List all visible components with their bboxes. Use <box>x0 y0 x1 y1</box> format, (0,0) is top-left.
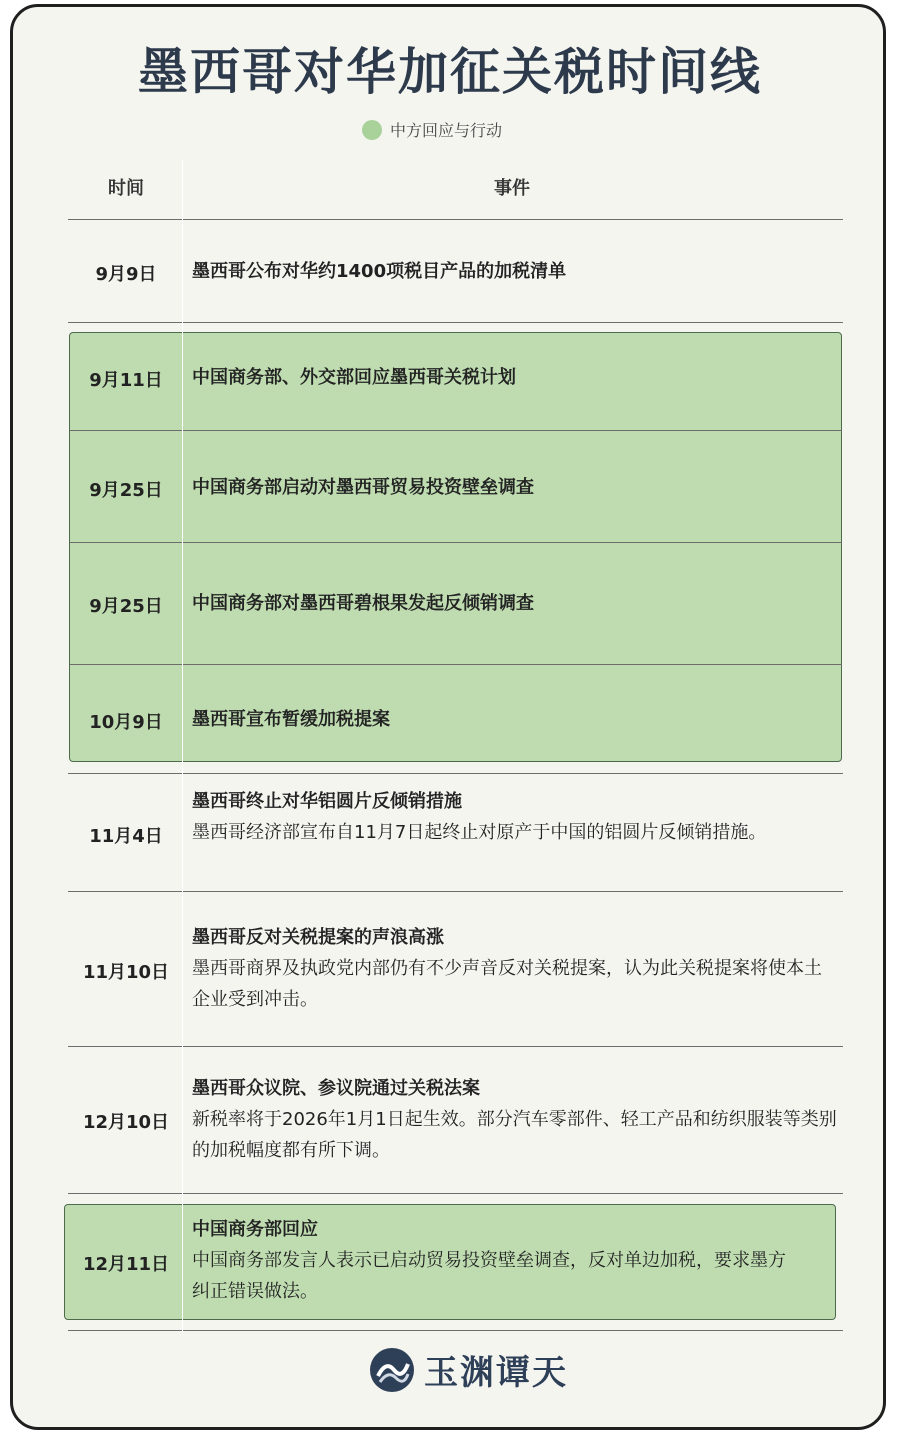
row-divider <box>68 1193 843 1194</box>
row-event-title: 中国商务部回应 <box>192 1219 318 1240</box>
china-action-block-1 <box>69 332 842 762</box>
row-event-detail: 墨西哥经济部宣布自11月7日起终止对原产于中国的铝圆片反倾销措施。 <box>192 822 767 843</box>
row-event-title: 中国商务部启动对墨西哥贸易投资壁垒调查 <box>192 477 534 498</box>
row-event-title: 墨西哥终止对华铝圆片反倾销措施 <box>192 791 462 812</box>
row-event-detail: 中国商务部发言人表示已启动贸易投资壁垒调查，反对单边加税，要求墨方纠正错误做法。 <box>192 1250 786 1302</box>
brand-logo <box>368 1345 568 1394</box>
row-divider <box>68 773 843 774</box>
column-separator <box>182 160 183 1332</box>
row-divider <box>70 664 842 665</box>
row-event-detail: 新税率将于2026年1月1日起生效。部分汽车零部件、轻工产品和纺织服装等类别的加税幅度都有所下调。 <box>192 1109 837 1161</box>
row-divider <box>70 542 842 543</box>
row-date: 11月10日 <box>82 962 170 983</box>
row-date: 9月25日 <box>89 596 163 617</box>
row-event <box>192 922 837 1015</box>
row-event-title: 中国商务部、外交部回应墨西哥关税计划 <box>192 367 516 388</box>
yuyuan-logo-icon <box>368 1346 416 1394</box>
row-divider <box>68 891 843 892</box>
header-divider <box>68 219 843 220</box>
page-title: 墨西哥对华加征关税时间线 <box>138 43 762 101</box>
column-header-time: 时间 <box>108 178 144 199</box>
row-date: 9月25日 <box>89 480 163 501</box>
row-event-title: 墨西哥反对关税提案的声浪高涨 <box>192 927 444 948</box>
row-date: 12月10日 <box>82 1112 170 1133</box>
row-event <box>192 786 837 848</box>
table-bottom-line <box>68 1330 843 1331</box>
row-divider <box>68 322 843 323</box>
row-date: 9月9日 <box>95 264 157 285</box>
row-date: 10月9日 <box>89 712 163 733</box>
legend-label: 中方回应与行动 <box>390 121 503 140</box>
row-event-title: 墨西哥公布对华约1400项税目产品的加税清单 <box>192 261 567 282</box>
row-event-detail: 墨西哥商界及执政党内部仍有不少声音反对关税提案，认为此关税提案将使本土企业受到冲击。 <box>192 958 822 1010</box>
row-event <box>192 1214 802 1307</box>
row-date: 9月11日 <box>89 370 163 391</box>
legend-swatch <box>362 120 382 140</box>
row-event-title: 墨西哥众议院、参议院通过关税法案 <box>192 1078 480 1099</box>
legend <box>362 118 502 141</box>
row-date: 12月11日 <box>82 1254 170 1275</box>
row-divider <box>70 430 842 431</box>
row-divider <box>68 1046 843 1047</box>
row-event <box>192 1073 837 1166</box>
row-date: 11月4日 <box>89 826 163 847</box>
column-header-event: 事件 <box>494 178 530 199</box>
row-event-title: 墨西哥宣布暂缓加税提案 <box>192 709 390 730</box>
row-event-title: 中国商务部对墨西哥碧根果发起反倾销调查 <box>192 593 534 614</box>
brand-name: 玉渊谭天 <box>424 1353 568 1393</box>
